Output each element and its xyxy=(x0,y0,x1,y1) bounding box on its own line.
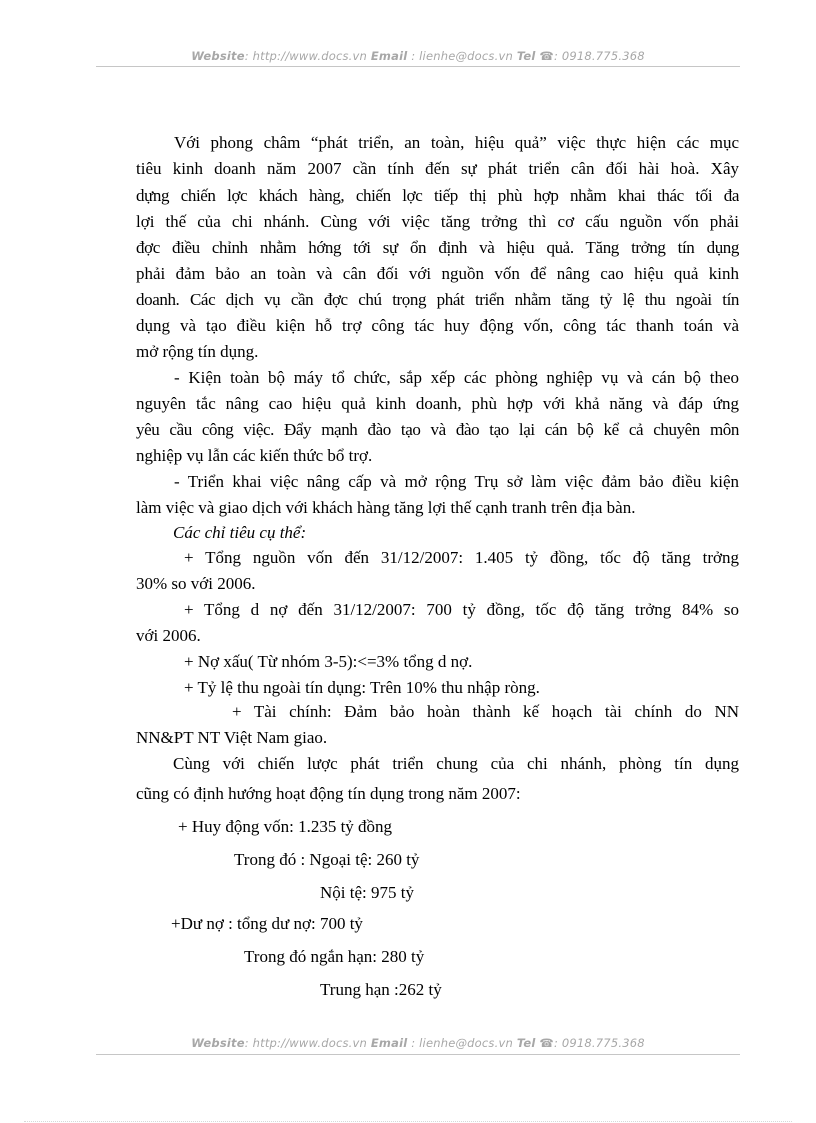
plan-debt: +Dư nợ : tổng dư nợ: 700 tỷ xyxy=(171,914,363,933)
header-divider xyxy=(96,66,740,67)
footer-website-value: : http://www.docs.vn xyxy=(244,1036,368,1050)
target-line: 30% so với 2006. xyxy=(136,574,256,593)
plan-mobilize: + Huy động vốn: 1.235 tỷ đồng xyxy=(178,817,393,836)
paragraph-line: đợc điều chỉnh nhằm hớng tới sự ổn định và hiệu quả. Tăng trởng tín dụng xyxy=(136,238,739,257)
paragraph-line: mở rộng tín dụng. xyxy=(136,342,259,361)
plan-foreign: Trong đó : Ngoại tệ: 260 tỷ xyxy=(234,850,420,869)
paragraph-line: Cùng với chiến lược phát triển chung của chi nhánh, phòng tín dụng xyxy=(173,754,739,773)
paragraph-line: yêu cầu công việc. Đẩy mạnh đào tạo và đào tạo lại cán bộ kể cả chuyên môn xyxy=(136,420,739,439)
target-line: + Tài chính: Đảm bảo hoàn thành kế hoạch tài chính do NN xyxy=(232,702,739,721)
footer-tel-label: Tel xyxy=(516,1036,536,1050)
footer-website-label: Website xyxy=(191,1036,245,1050)
footer-divider xyxy=(96,1054,740,1055)
header-tel-value: : 0918.775.368 xyxy=(553,49,645,63)
paragraph-line: doanh. Các dịch vụ cần đợc chú trọng phát triển nhằm tăng tỷ lệ thu ngoài tín xyxy=(136,290,739,309)
footer-tel-value: : 0918.775.368 xyxy=(553,1036,645,1050)
page-header xyxy=(96,49,740,63)
phone-icon: ☎ xyxy=(539,49,554,63)
target-line: + Nợ xấu( Từ nhóm 3-5):<=3% tổng d nợ. xyxy=(184,652,473,671)
footer-email-label: Email xyxy=(370,1036,408,1050)
header-website-label: Website xyxy=(191,49,245,63)
target-line: với 2006. xyxy=(136,626,201,645)
header-website-value: : http://www.docs.vn xyxy=(244,49,368,63)
target-line: NN&PT NT Việt Nam giao. xyxy=(136,728,328,747)
paragraph-line: Với phong châm “phát triển, an toàn, hiệu quả” việc thực hiện các mục xyxy=(174,133,739,152)
paragraph-line: lợi thế của chi nhánh. Cùng với việc tăng trởng thì cơ cấu nguồn vốn phải xyxy=(136,212,739,231)
plan-medium-term: Trung hạn :262 tỷ xyxy=(320,980,442,999)
plan-short-term: Trong đó ngắn hạn: 280 tỷ xyxy=(244,947,425,966)
paragraph-line: dựng chiến lợc khách hàng, chiến lợc tiếp thị phù hợp nhằm khai thác tối đa xyxy=(136,186,739,205)
plan-domestic: Nội tệ: 975 tỷ xyxy=(320,883,414,902)
target-line: + Tổng nguồn vốn đến 31/12/2007: 1.405 tỷ đồng, tốc độ tăng trởng xyxy=(184,548,739,567)
page-edge xyxy=(24,1121,792,1122)
paragraph-line: - Kiện toàn bộ máy tổ chức, sắp xếp các phòng nghiệp vụ và cán bộ theo xyxy=(174,368,739,387)
paragraph-line: nguyên tắc nâng cao hiệu quả kinh doanh, phù hợp với khả năng và đáp ứng xyxy=(136,394,739,413)
target-line: + Tổng d nợ đến 31/12/2007: 700 tỷ đồng, tốc độ tăng trởng 84% so xyxy=(184,600,739,619)
target-line: + Tỷ lệ thu ngoài tín dụng: Trên 10% thu nhập ròng. xyxy=(184,678,540,697)
header-tel-label: Tel xyxy=(516,49,536,63)
paragraph-line: - Triển khai việc nâng cấp và mở rộng Trụ sở làm việc đảm bảo điều kiện xyxy=(174,472,739,491)
paragraph-line: phải đảm bảo an toàn và cân đối với nguồn vốn để nâng cao hiệu quả kinh xyxy=(136,264,739,283)
header-email-label: Email xyxy=(370,49,408,63)
paragraph-line: làm việc và giao dịch với khách hàng tăng lợi thế cạnh tranh trên địa bàn. xyxy=(136,498,636,517)
targets-heading: Các chỉ tiêu cụ thể: xyxy=(173,523,307,542)
paragraph-line: dụng và tạo điều kiện hỗ trợ công tác huy động vốn, công tác thanh toán và xyxy=(136,316,739,335)
page-footer xyxy=(96,1036,740,1050)
footer-email-value: : lienhe@docs.vn xyxy=(411,1036,513,1050)
paragraph-line: cũng có định hướng hoạt động tín dụng trong năm 2007: xyxy=(136,784,521,803)
header-email-value: : lienhe@docs.vn xyxy=(411,49,513,63)
paragraph-line: tiêu kinh doanh năm 2007 cần tính đến sự phát triển cân đối hài hoà. Xây xyxy=(136,159,739,178)
phone-icon: ☎ xyxy=(539,1036,554,1050)
paragraph-line: nghiệp vụ lẫn các kiến thức bổ trợ. xyxy=(136,446,373,465)
